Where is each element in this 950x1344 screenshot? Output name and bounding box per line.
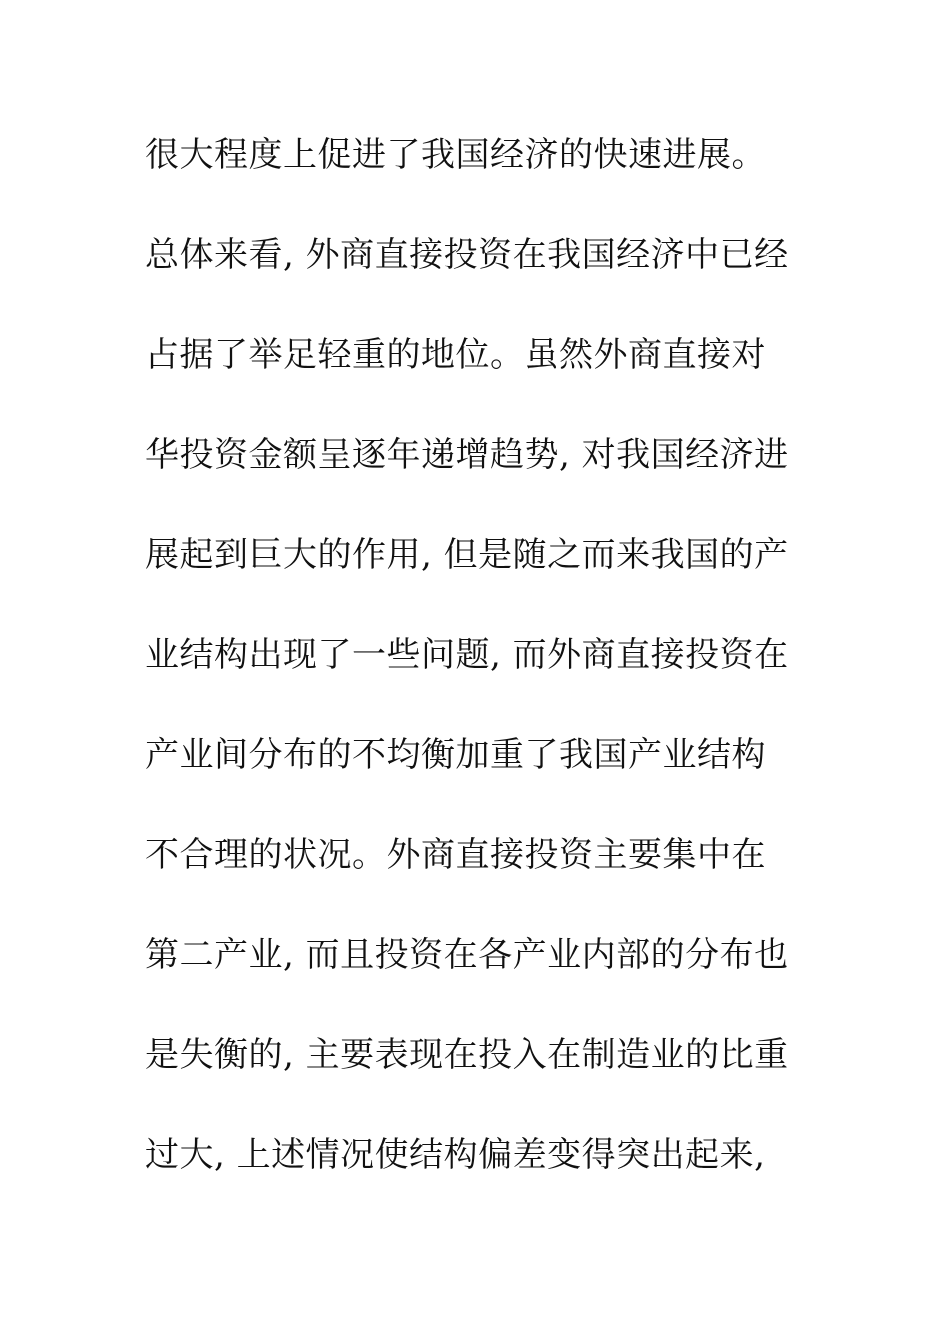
text-line-6: 业结构出现了一些问题, 而外商直接投资在 [145,635,789,675]
text-line-1: 很大程度上促进了我国经济的快速进展。 [145,135,766,175]
text-line-9: 第二产业, 而且投资在各产业内部的分布也 [145,935,789,975]
text-line-4: 华投资金额呈逐年递增趋势, 对我国经济进 [145,435,789,475]
text-line-11: 过大, 上述情况使结构偏差变得突出起来, [145,1135,766,1175]
text-line-5: 展起到巨大的作用, 但是随之而来我国的产 [145,535,789,575]
text-line-7: 产业间分布的不均衡加重了我国产业结构 [145,735,766,775]
text-line-2: 总体来看, 外商直接投资在我国经济中已经 [145,235,789,275]
body-text [145,128,825,1228]
text-line-10: 是失衡的, 主要表现在投入在制造业的比重 [145,1035,789,1075]
text-line-3: 占据了举足轻重的地位。虽然外商直接对 [145,335,766,375]
text-line-8: 不合理的状况。外商直接投资主要集中在 [145,835,766,875]
